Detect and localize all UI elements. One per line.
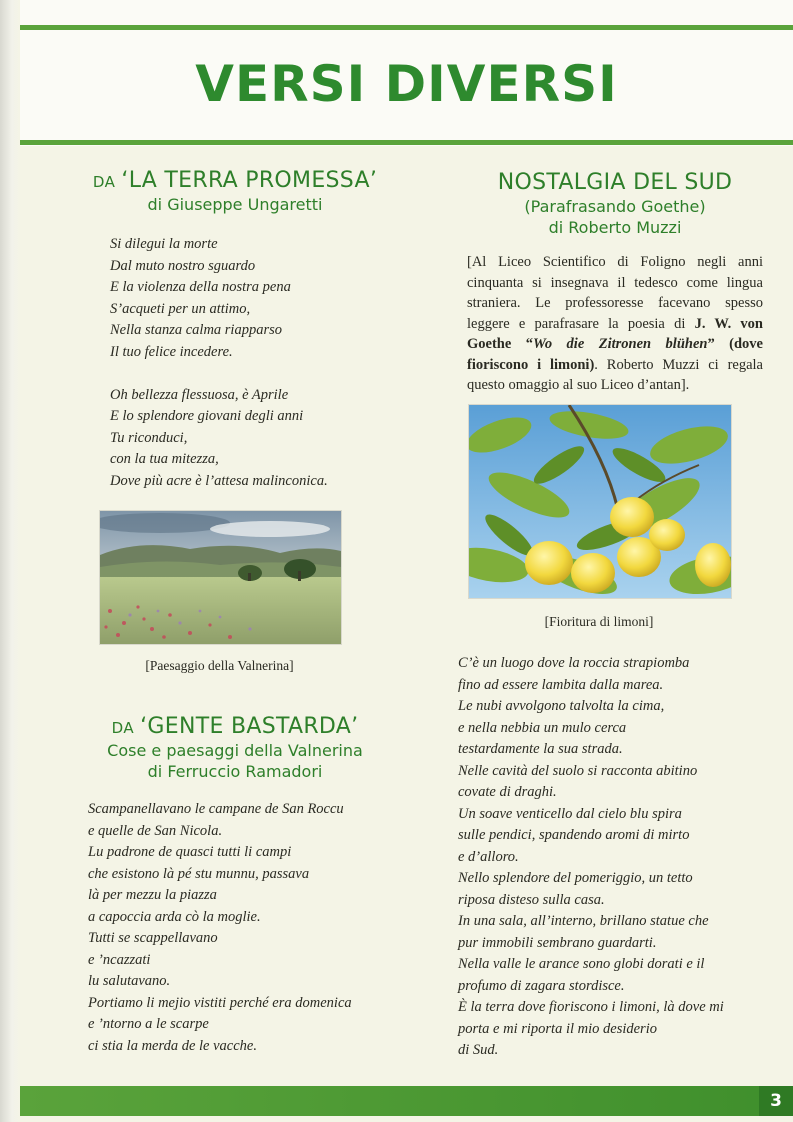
poem-line: profumo di zagara stordisce. <box>458 977 625 994</box>
section2-subtitle: Cose e paesaggi della Valnerina <box>107 741 363 760</box>
poem-line: Tutti se scappellavano <box>88 930 218 946</box>
poem-line: Oh bellezza flessuosa, è Aprile <box>110 386 289 403</box>
poem-line: Dove più acre è l’attesa malinconica. <box>110 472 328 489</box>
poem-line: là per mezzu la piazza <box>88 887 217 903</box>
poem-line: sulle pendici, spandendo aromi di mirto <box>458 827 690 843</box>
section2-author: di Ferruccio Ramadori <box>147 762 323 781</box>
right-title: NOSTALGIA DEL SUD <box>497 170 733 195</box>
landscape-illustration <box>100 511 341 644</box>
poem-line: Dal muto nostro sguardo <box>110 257 256 274</box>
poem-line: che esistono là pé stu munnu, passava <box>88 865 310 882</box>
page-binding-shadow <box>0 0 20 1122</box>
poem-line: testardamente la sua strada. <box>458 741 623 757</box>
section1-heading <box>80 168 390 214</box>
poem-line: Lu padrone de quasci tutti li campi <box>88 844 292 860</box>
poem-line: covate di draghi. <box>458 784 557 800</box>
poem-line: C’è un luogo dove la roccia strapiomba <box>458 655 690 671</box>
intro-bold: J. W. von Goethe “ <box>467 315 763 352</box>
poem-line: Scampanellavano le campane de San Roccu <box>88 801 344 817</box>
poem-line: S’acqueti per un attimo, <box>110 300 251 317</box>
poem-line: Nella valle le arance sono globi dorati e il <box>458 956 705 972</box>
intro-bold: ” (dove fioriscono i limoni) <box>467 336 763 373</box>
poem-line: E lo splendore giovani degli anni <box>110 408 304 424</box>
section2-title: ‘GENTE BASTARDA’ <box>140 714 359 739</box>
page-number: 3 <box>759 1086 793 1116</box>
intro-text: . Roberto Muzzi ci regala questo omaggio al suo Liceo d’antan]. <box>467 356 763 393</box>
poem-line: Portiamo li mejio vistiti perché era domenica <box>88 994 352 1011</box>
poem-line: a capoccia arda cò la moglie. <box>88 908 261 925</box>
poem-line: Si dilegui la morte <box>110 236 218 252</box>
poem-line: e ’ntorno a le scarpe <box>88 1016 209 1032</box>
poem-line: È la terra dove fioriscono i limoni, là dove mi <box>458 999 724 1015</box>
section1-stanza1 <box>110 234 328 492</box>
poem-line: e nella nebbia un mulo cerca <box>458 719 627 736</box>
right-subtitle: (Parafrasando Goethe) <box>524 197 706 216</box>
poem-line: porta e mi riporta il mio desiderio <box>458 1020 657 1037</box>
poem-line: riposa disteso sulla casa. <box>458 891 605 908</box>
intro-bold-italic: Wo die Zitronen blühen <box>533 336 708 352</box>
poem-line: fino ad essere lambita dalla marea. <box>458 676 664 693</box>
section1-author: di Giuseppe Ungaretti <box>147 195 323 214</box>
top-rule <box>20 25 793 30</box>
poem-line: Nella stanza calma riapparso <box>110 322 282 338</box>
poem-line: In una sala, all’interno, brillano statue che <box>458 913 709 929</box>
poem-line: e d’alloro. <box>458 848 519 865</box>
poem-line: Nelle cavità del suolo si racconta abitino <box>458 762 698 779</box>
section2-heading <box>80 714 390 781</box>
stanza-break <box>110 363 328 385</box>
poem-line: Nello splendore del pomeriggio, un tetto <box>458 870 693 886</box>
header-rule <box>20 140 793 145</box>
right-author: di Roberto Muzzi <box>548 218 682 237</box>
right-intro-paragraph <box>467 252 763 396</box>
valnerina-landscape-photo <box>99 510 342 645</box>
lemon-tree-photo <box>468 404 732 599</box>
lemon-caption: [Fioritura di limoni] <box>544 614 654 629</box>
right-poem <box>458 653 724 1062</box>
landscape-caption: [Paesaggio della Valnerina] <box>145 658 294 673</box>
poem-line: pur immobili sembrano guardarti. <box>458 934 657 951</box>
poem-line: Tu riconduci, <box>110 429 188 446</box>
poem-line: e quelle de San Nicola. <box>88 822 223 839</box>
poem-line: Il tuo felice incedere. <box>110 343 233 360</box>
page-title: VERSI DIVERSI <box>195 55 618 113</box>
right-heading <box>460 170 770 237</box>
poem-line: Un soave venticello dal cielo blu spira <box>458 805 682 822</box>
section1-title: ‘LA TERRA PROMESSA’ <box>121 168 378 193</box>
section1-prefix: DA <box>92 173 116 191</box>
poem-line: ci stia la merda de le vacche. <box>88 1037 257 1054</box>
poem-line: con la tua mitezza, <box>110 451 219 467</box>
section2-prefix: DA <box>111 719 135 737</box>
poem-line: E la violenza della nostra pena <box>110 279 291 295</box>
lemon-illustration <box>469 405 731 598</box>
poem-line: e ’ncazzati <box>88 951 151 968</box>
poem-line: lu salutavano. <box>88 973 171 989</box>
footer-band <box>20 1086 793 1116</box>
poem-line: di Sud. <box>458 1042 499 1058</box>
poem-line: Le nubi avvolgono talvolta la cima, <box>458 698 665 714</box>
intro-text: [Al Liceo Scientifico di Foligno negli anni cinquanta si insegnava il tedesco come lingua straniera. Le professoresse facevano spesso leggere e parafrasare la poesia di <box>467 254 763 332</box>
section2-poem <box>88 799 352 1057</box>
